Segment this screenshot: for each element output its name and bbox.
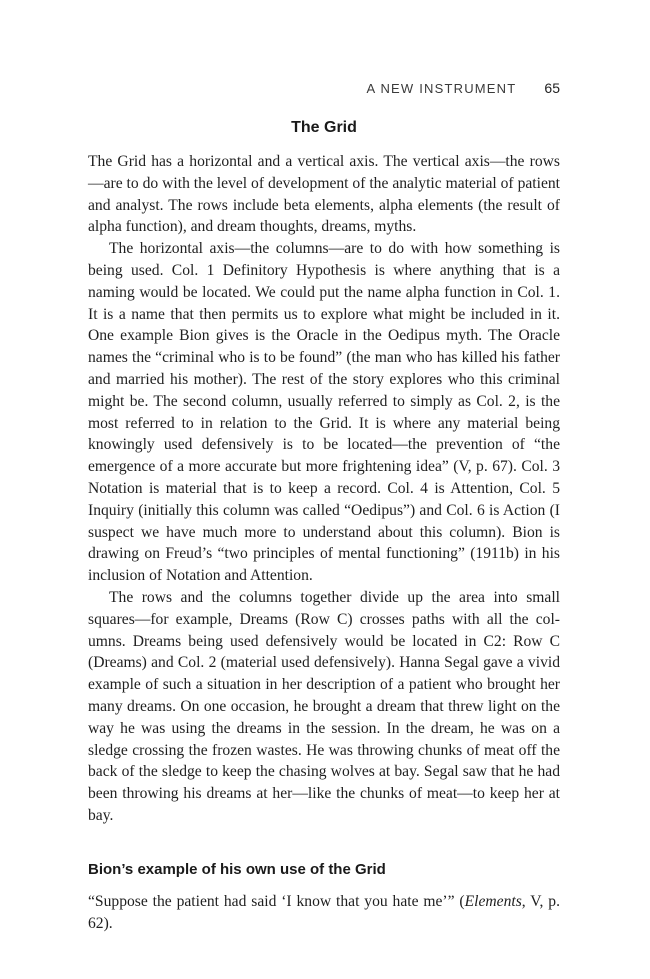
- paragraph-2: The horizontal axis—the columns—are to do with how something is being used. Col. 1 Definitory Hypothesis is where anything that is a naming would be located. We could put the name alpha function in Col. 1. It is a name that then permits us to explore what might be included in it. One example Bion gives is the Oracle in the Oedipus myth. The Oracle names the “criminal who is to be found” (the man who has killed his father and married his mother). The rest of the story explores who this criminal might be. The second column, usually referred to simply as Col. 2, is the most referred to in relation to the Grid. It is where any material being knowingly used defensively is to be located—the prevention of “the emergence of a more accurate but more frightening idea” (V, p. 67). Col. 3 Notation is material that is to keep a record. Col. 4 is Attention, Col. 5 Inquiry (initially this column was called “Oedipus”) and Col. 6 is Action (I suspect we have much more to understand about this column). Bion is drawing on Freud’s “two principles of mental functioning” (1911b) in his inclusion of Notation and Attention.: [88, 240, 560, 585]
- running-head-title: A NEW INSTRUMENT: [366, 81, 517, 96]
- paragraph-1: The Grid has a horizontal and a vertical axis. The vertical axis—the rows—are to do with the level of development of the analytic material of patient and analyst. The rows include beta elements, alpha elements (the result of alpha function), and dream thoughts, dreams, myths.: [88, 153, 560, 236]
- subsection-title: Bion’s example of his own use of the Grid: [88, 860, 386, 878]
- quote-text: “Suppose the patient had said ‘I know that you hate me’” (: [88, 892, 465, 910]
- book-page: [88, 80, 560, 934]
- quote-citation: , V, p. 62).: [88, 892, 560, 932]
- paragraph-3: The rows and the columns together divide up the area into small squares—for example, Dreams (Row C) crosses paths with all the columns. Dreams being used defensively would be located in C2: Row C (Dreams) and Col. 2 (material used defensively). Hanna Segal gave a vivid example of such a situation in her description of a patient who brought her many dreams. On one occasion, he brought a dream that threw light on the way he was using the dreams in the session. In the dream, he was on a sledge crossing the frozen wastes. He was throwing chunks of meat off the back of the sledge to keep the chasing wolves at bay. Segal saw that he had been throwing his dreams at her—like the chunks of meat—to keep her at bay.: [88, 588, 560, 824]
- section-title: The Grid: [291, 119, 357, 136]
- quote-paragraph: [88, 891, 560, 935]
- page-number: 65: [544, 80, 560, 96]
- quote-source-title: Elements: [464, 892, 522, 910]
- running-head: [88, 80, 560, 102]
